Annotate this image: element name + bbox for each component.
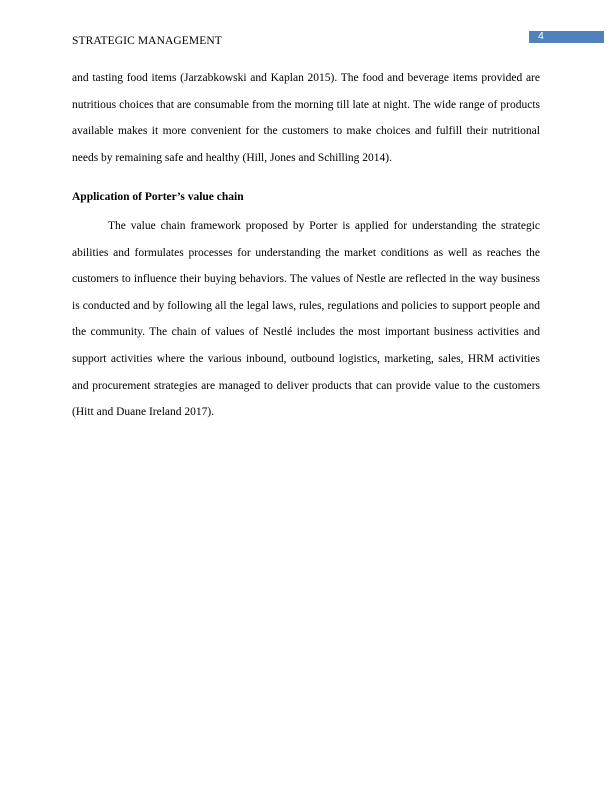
body-paragraph: The value chain framework proposed by Porter is applied for understanding the strategic abilities and formulates processes for understanding the market conditions as well as reaches the customers to influence their buying behaviors. The values of Nestle are reflected in the way business is conducted and by following all the legal laws, rules, regulations and policies to support people and the community. The chain of values of Nestlé includes the most important business activities and support activities where the various inbound, outbound logistics, marketing, sales, HRM activities and procurement strategies are managed to deliver products that can provide value to the customers (Hitt and Duane Ireland 2017). [72, 220, 540, 419]
section-heading: Application of Porter’s value chain [72, 191, 244, 203]
body-paragraph: and tasting food items (Jarzabkowski and Kaplan 2015). The food and beverage items provided are nutritious choices that are consumable from the morning till late at night. The wide range of products available makes it more convenient for the customers to make choices and fulfill their nutritional needs by remaining safe and healthy (Hill, Jones and Schilling 2014). [72, 72, 540, 164]
running-head: STRATEGIC MANAGEMENT [72, 35, 222, 47]
page-number-tab [529, 31, 604, 43]
page-number: 4 [538, 30, 544, 42]
